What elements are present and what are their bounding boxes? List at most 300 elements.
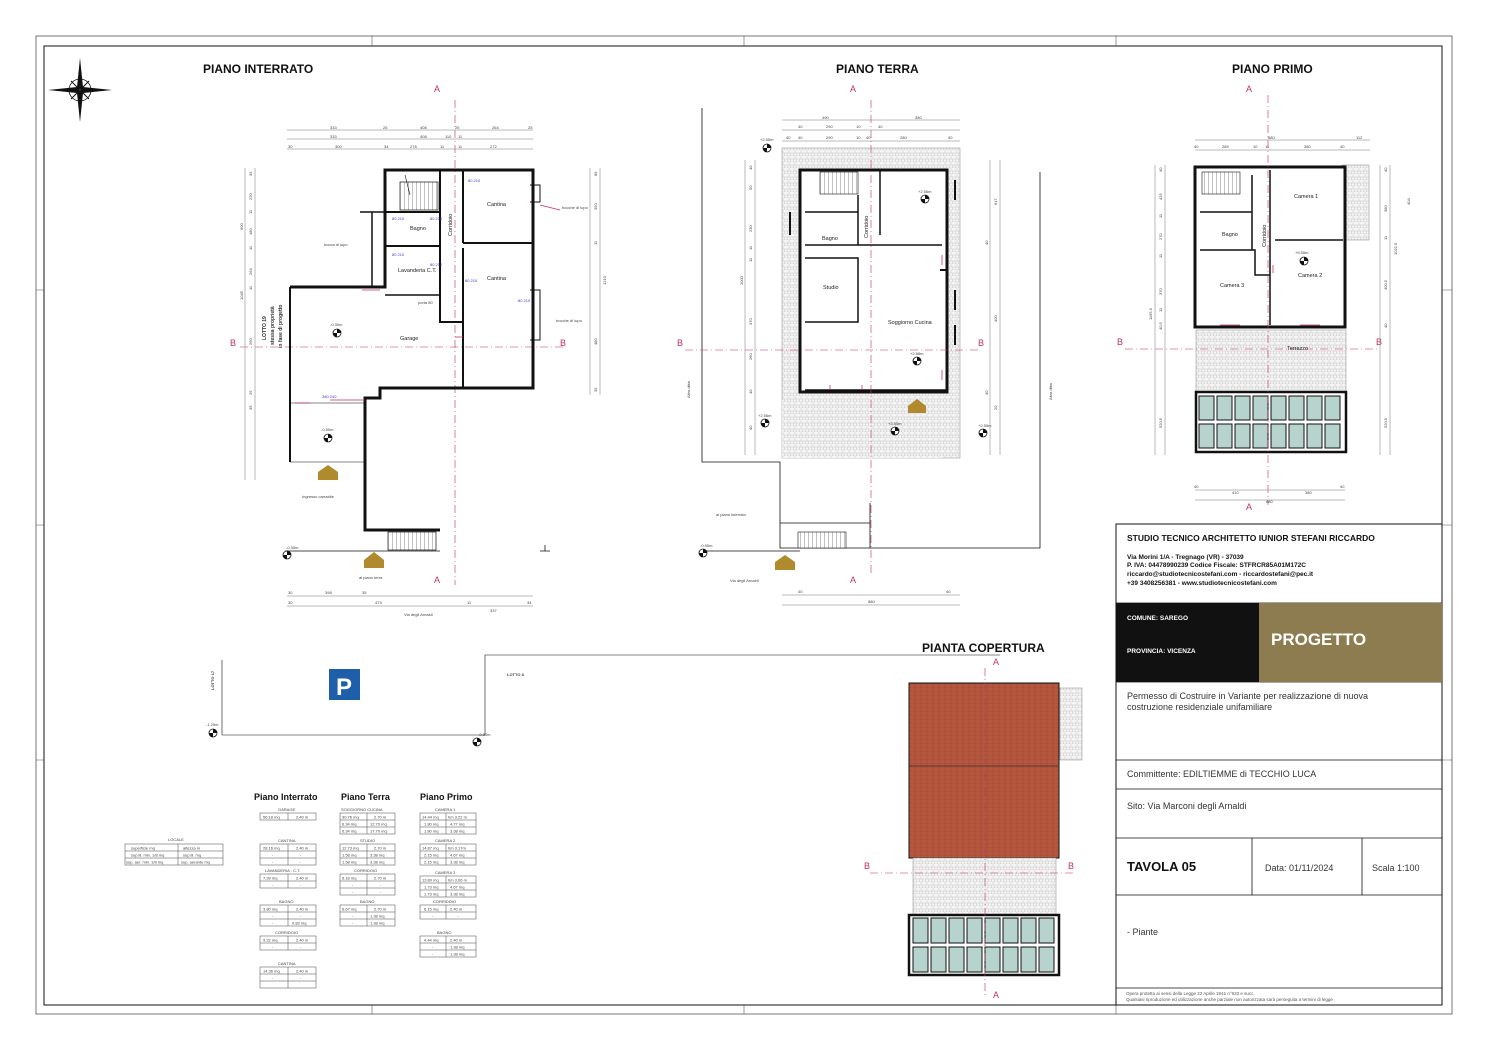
svg-text:230: 230 (748, 225, 753, 232)
svg-text:2.40 m: 2.40 m (296, 937, 309, 943)
stairs-arrow-icon (775, 555, 795, 570)
section-a-bottom: A (993, 990, 1000, 1000)
progetto-label: PROGETTO (1271, 630, 1367, 649)
svg-text:14.36 mq: 14.36 mq (263, 968, 280, 974)
svg-text:80 210: 80 210 (468, 178, 481, 183)
svg-text:1.58 mq: 1.58 mq (342, 852, 357, 858)
svg-text:40: 40 (1383, 323, 1388, 328)
studio-address: Via Morini 1/A - Tregnago (VR) - 37039 (1127, 554, 1244, 561)
svg-text:20: 20 (993, 405, 998, 410)
svg-text:520.5: 520.5 (1383, 417, 1388, 428)
svg-text:40: 40 (1340, 484, 1345, 489)
svg-text:600: 600 (239, 223, 244, 230)
table-piano-terra (340, 792, 395, 926)
svg-text:35: 35 (362, 590, 367, 595)
svg-text:-: - (458, 913, 460, 919)
svg-text:-: - (300, 975, 302, 981)
svg-text:289: 289 (1222, 144, 1229, 149)
svg-text:1022.5: 1022.5 (1393, 242, 1398, 255)
note-lotto-19: LOTTO 19 (262, 316, 268, 340)
svg-text:-: - (272, 944, 274, 950)
svg-text:34: 34 (527, 600, 532, 605)
svg-text:35: 35 (248, 171, 253, 176)
svg-text:2.70 m: 2.70 m (374, 814, 387, 820)
committente: Committente: EDILTIEMME di TECCHIO LUCA (1127, 769, 1317, 779)
title-pianta-copertura: PIANTA COPERTURA (922, 641, 1045, 655)
svg-text:SOGGIORNO CUCINA: SOGGIORNO CUCINA (341, 807, 383, 812)
svg-text:LOCALE: LOCALE (168, 837, 184, 842)
svg-text:7.39 mq: 7.39 mq (263, 875, 278, 881)
svg-text:40: 40 (1194, 144, 1199, 149)
note-via-arnaldi-2: Via degli Arnaldi (730, 578, 759, 583)
svg-text:260: 260 (748, 353, 753, 360)
level-icon (921, 195, 929, 203)
svg-text:520.5: 520.5 (1158, 417, 1163, 428)
svg-text:-: - (300, 882, 302, 888)
svg-text:2.40 m: 2.40 m (296, 814, 309, 820)
svg-text:GARAGE: GARAGE (278, 807, 296, 812)
svg-text:-: - (272, 975, 274, 981)
svg-text:1.38 mq: 1.38 mq (370, 920, 385, 926)
svg-text:25: 25 (528, 125, 533, 130)
svg-text:11: 11 (458, 144, 463, 149)
room-camera-1: Camera 1 (1294, 194, 1319, 200)
svg-text:4.67 mq: 4.67 mq (450, 852, 465, 858)
svg-text:34: 34 (384, 144, 389, 149)
dims-bottom-primo (1194, 484, 1345, 504)
svg-text:350: 350 (593, 203, 598, 210)
svg-text:BAGNO: BAGNO (279, 899, 294, 904)
room-bagno: Bagno (822, 236, 838, 242)
level-icon (699, 549, 707, 557)
svg-text:4.77 mq: 4.77 mq (450, 821, 465, 827)
section-b-left: B (1117, 337, 1124, 347)
svg-text:380 240: 380 240 (322, 394, 337, 399)
level-label: +2.55m (760, 137, 774, 142)
svg-text:6.15 mq: 6.15 mq (424, 906, 439, 912)
note-altra-ditta-2: Altra ditta (1048, 383, 1053, 400)
svg-text:CAMERA 3: CAMERA 3 (435, 870, 456, 875)
section-b-left: B (677, 338, 684, 348)
svg-text:12.73 mq: 12.73 mq (342, 845, 359, 851)
section-b-right: B (978, 338, 985, 348)
description-line-1: Permesso di Costruire in Variante per realizzazione di nuova (1127, 691, 1368, 701)
svg-text:-: - (272, 882, 274, 888)
svg-text:40: 40 (866, 135, 871, 140)
comune-label: COMUNE: SAREGO (1127, 615, 1189, 622)
svg-text:40: 40 (984, 390, 989, 395)
scala-label: Scala 1:100 (1372, 863, 1420, 873)
svg-text:BAGNO: BAGNO (437, 930, 452, 935)
svg-text:-: - (272, 913, 274, 919)
svg-text:5.18 mq: 5.18 mq (342, 875, 357, 881)
svg-text:2.40 m: 2.40 m (296, 968, 309, 974)
svg-text:10: 10 (856, 135, 861, 140)
title-piano-terra: PIANO TERRA (836, 62, 919, 76)
svg-text:altezza m: altezza m (183, 845, 201, 851)
svg-text:-: - (272, 852, 274, 858)
svg-text:-: - (300, 944, 302, 950)
svg-text:490: 490 (822, 115, 829, 120)
svg-text:880: 880 (868, 599, 875, 604)
section-b-right: B (560, 338, 567, 348)
svg-text:hm 3.22 m: hm 3.22 m (448, 814, 467, 820)
svg-text:290: 290 (826, 135, 833, 140)
svg-text:110: 110 (445, 134, 452, 139)
svg-text:6.34 mq: 6.34 mq (342, 828, 357, 834)
svg-text:404: 404 (1406, 198, 1411, 205)
svg-text:2.70 m: 2.70 m (374, 875, 387, 881)
dims-left-interrato (239, 171, 253, 410)
svg-text:LAVANDERIA - C.T.: LAVANDERIA - C.T. (265, 868, 301, 873)
svg-text:617: 617 (993, 198, 998, 205)
svg-text:CANTINA: CANTINA (278, 838, 296, 843)
svg-text:11: 11 (1158, 213, 1163, 218)
svg-text:80 210: 80 210 (430, 216, 443, 221)
note-altra-ditta-1: Altra ditta (686, 381, 691, 398)
svg-text:290: 290 (826, 124, 833, 129)
svg-text:30: 30 (288, 590, 293, 595)
svg-text:2.15 mq: 2.15 mq (424, 859, 439, 865)
svg-text:264: 264 (248, 268, 253, 275)
svg-text:337: 337 (490, 608, 497, 613)
level-label: -0.30m (330, 322, 343, 327)
svg-text:11: 11 (1383, 235, 1388, 240)
svg-text:260: 260 (248, 338, 253, 345)
room-camera-2: Camera 2 (1298, 273, 1323, 279)
note-lotto-17: LOTTO 17 (210, 670, 215, 690)
title-block (1116, 524, 1442, 1005)
svg-text:3.38 mq: 3.38 mq (450, 859, 465, 865)
section-a-top: A (434, 84, 441, 94)
svg-text:sup. aer. min. 1/8 mq: sup. aer. min. 1/8 mq (126, 859, 164, 865)
svg-text:370: 370 (748, 318, 753, 325)
svg-text:1.38 mq: 1.38 mq (450, 951, 465, 957)
svg-text:CORRIDOIO: CORRIDOIO (433, 899, 457, 904)
level-icon (209, 729, 217, 737)
dims-right-terra (984, 198, 998, 410)
svg-text:-: - (272, 859, 274, 865)
svg-text:hm 3.06 m: hm 3.06 m (448, 877, 467, 883)
svg-text:80 210: 80 210 (392, 216, 405, 221)
svg-text:CORRIDOIO: CORRIDOIO (275, 930, 299, 935)
plan-piano-terra (677, 84, 1053, 605)
svg-text:2.70 m: 2.70 m (374, 845, 387, 851)
svg-text:2.40 m: 2.40 m (296, 906, 309, 912)
svg-text:270: 270 (1158, 233, 1163, 240)
svg-text:25: 25 (455, 125, 460, 130)
dims-left-primo (1148, 167, 1163, 428)
tavola-number: TAVOLA 05 (1127, 859, 1197, 874)
level-icon (763, 144, 771, 152)
svg-text:380: 380 (1304, 144, 1311, 149)
svg-text:300: 300 (335, 144, 342, 149)
svg-text:12.70 mq: 12.70 mq (370, 821, 387, 827)
level-icon (913, 357, 921, 365)
svg-text:13.80 mq: 13.80 mq (422, 877, 439, 883)
level-icon (891, 427, 899, 435)
outdoor-area (206, 655, 1000, 746)
svg-text:-: - (300, 913, 302, 919)
dims-top-terra (786, 115, 953, 140)
svg-text:400.5: 400.5 (1383, 279, 1388, 290)
svg-text:180: 180 (248, 228, 253, 235)
parking-letter: P (335, 674, 353, 701)
room-corridoio: Corridoio (448, 213, 454, 236)
room-terrazzo: Terrazzo (1287, 346, 1309, 352)
svg-text:2.40 m: 2.40 m (450, 906, 463, 912)
svg-text:40.5: 40.5 (1158, 322, 1163, 330)
room-lavanderia: Lavanderia C.T. (398, 268, 437, 274)
svg-text:333: 333 (330, 125, 337, 130)
svg-text:35: 35 (248, 405, 253, 410)
sito: Sito: Via Marconi degli Arnaldi (1127, 801, 1247, 811)
level-label: -1.20m (206, 722, 219, 727)
svg-text:278: 278 (410, 144, 417, 149)
svg-text:11: 11 (248, 285, 253, 290)
level-label: -0.55m (700, 543, 713, 548)
svg-text:3.38 mq: 3.38 mq (370, 852, 385, 858)
svg-text:1.58 mq: 1.58 mq (342, 859, 357, 865)
svg-text:380: 380 (915, 115, 922, 120)
svg-text:220: 220 (248, 193, 253, 200)
svg-text:CAMERA 1: CAMERA 1 (435, 807, 456, 812)
svg-text:400: 400 (993, 315, 998, 322)
svg-text:Piano Terra: Piano Terra (341, 792, 390, 802)
dims-left-terra (739, 165, 753, 430)
svg-text:85: 85 (593, 171, 598, 176)
section-b-right: B (1068, 861, 1075, 871)
dims-bottom-terra (798, 589, 951, 604)
level-label: +2.55m (888, 421, 902, 426)
svg-text:333: 333 (330, 134, 337, 139)
svg-text:408: 408 (420, 134, 427, 139)
svg-text:40: 40 (798, 135, 803, 140)
section-a-bottom: A (434, 575, 441, 585)
note-al-piano-terra: al piano terra (359, 575, 383, 580)
svg-text:6.67 mq: 6.67 mq (342, 906, 357, 912)
svg-text:11: 11 (248, 209, 253, 214)
svg-text:sup. aerante mq: sup. aerante mq (181, 859, 210, 865)
level-icon (979, 429, 987, 437)
svg-text:280: 280 (900, 135, 907, 140)
svg-text:hm 3.17m: hm 3.17m (448, 845, 466, 851)
svg-text:30: 30 (288, 600, 293, 605)
svg-text:3.80 mq: 3.80 mq (263, 906, 278, 912)
stairs-arrow-icon (364, 552, 384, 568)
note-in-fase-progetto: in fase di progetto (278, 304, 284, 348)
section-b-left: B (230, 338, 237, 348)
footer-copyright-1: Opera protetta ai sensi della Legge 22 Aprile 1941 n°633 e succ. (1126, 991, 1255, 996)
svg-text:1.73 mq: 1.73 mq (424, 891, 439, 897)
section-a-top: A (1246, 84, 1253, 94)
svg-text:380: 380 (1383, 205, 1388, 212)
svg-text:4.44 mq: 4.44 mq (424, 937, 439, 943)
svg-text:-: - (352, 920, 354, 926)
svg-text:11: 11 (458, 134, 463, 139)
svg-text:STUDIO: STUDIO (360, 838, 376, 843)
svg-text:6.34 mq: 6.34 mq (342, 821, 357, 827)
svg-text:1.80 mq: 1.80 mq (424, 821, 439, 827)
svg-text:11: 11 (748, 257, 753, 262)
level-label: -0.30m (286, 545, 299, 550)
svg-text:2.40 m: 2.40 m (296, 875, 309, 881)
svg-text:30.76 mq: 30.76 mq (342, 814, 359, 820)
note-stessa-proprieta: stessa proprietà (270, 306, 276, 345)
svg-text:50: 50 (748, 185, 753, 190)
table-piano-primo (420, 792, 476, 957)
svg-text:272: 272 (490, 144, 497, 149)
legend-table (125, 837, 223, 865)
svg-text:11: 11 (440, 144, 445, 149)
svg-text:80 210: 80 210 (392, 252, 405, 257)
svg-text:112: 112 (1356, 135, 1363, 140)
svg-text:CANTINA: CANTINA (278, 961, 296, 966)
svg-text:11: 11 (248, 245, 253, 250)
north-arrow-icon (48, 58, 112, 122)
section-a-top: A (850, 84, 857, 94)
svg-text:25: 25 (248, 390, 253, 395)
dims-top-primo (1194, 135, 1363, 149)
svg-text:398: 398 (325, 590, 332, 595)
svg-text:480: 480 (593, 338, 598, 345)
svg-text:14.44 mq: 14.44 mq (422, 814, 439, 820)
section-a-top: A (993, 657, 1000, 667)
svg-text:1045: 1045 (239, 291, 244, 300)
svg-text:2.70 m: 2.70 m (374, 906, 387, 912)
table-piano-interrato (254, 792, 318, 988)
level-icon (761, 419, 769, 427)
room-bagno: Bagno (1222, 232, 1238, 238)
svg-text:1165.5: 1165.5 (1148, 308, 1153, 320)
footer-copyright-2: Qualsiasi riproduzione ed utilizzazione anche parziale non autorizzata sarà perseguita a termini di legge (1126, 997, 1333, 1002)
svg-text:30: 30 (288, 144, 293, 149)
svg-text:1.38 mq: 1.38 mq (370, 913, 385, 919)
svg-text:-: - (432, 944, 434, 950)
svg-text:3.38 mq: 3.38 mq (370, 859, 385, 865)
svg-text:-: - (300, 852, 302, 858)
description-line-2: costruzione residenziale unifamiliare (1127, 702, 1273, 712)
title-piano-primo: PIANO PRIMO (1232, 62, 1313, 76)
svg-text:1210: 1210 (602, 276, 607, 285)
svg-text:2.40 m: 2.40 m (296, 845, 309, 851)
level-icon (333, 329, 341, 337)
svg-text:sup.ill. min. 1/8 mq: sup.ill. min. 1/8 mq (131, 852, 165, 858)
svg-text:80 210: 80 210 (465, 278, 478, 283)
svg-text:3.38 mq: 3.38 mq (450, 828, 465, 834)
svg-text:3.38 mq: 3.38 mq (450, 891, 465, 897)
room-cantina-1: Cantina (487, 202, 506, 208)
room-cantina-2: Cantina (487, 276, 506, 282)
level-label: +2.56m (758, 413, 772, 418)
note-bocca-3: bocche di lupo (556, 318, 582, 323)
svg-text:40: 40 (748, 425, 753, 430)
room-corridoio: Corridoio (1262, 224, 1268, 247)
plan-piano-interrato (230, 84, 607, 617)
svg-text:17.70 mq: 17.70 mq (370, 828, 387, 834)
entry-arrow-icon (318, 465, 338, 480)
note-bocca-2: bocca di lupo (324, 242, 348, 247)
svg-text:11: 11 (1265, 144, 1270, 149)
svg-text:425: 425 (1158, 193, 1163, 200)
svg-text:1.80 mq: 1.80 mq (424, 828, 439, 834)
svg-text:Piano Primo: Piano Primo (420, 792, 473, 802)
section-b-right: B (1376, 337, 1383, 347)
svg-text:0.83 mq: 0.83 mq (292, 920, 307, 926)
level-label: +2.55m (978, 423, 992, 428)
room-camera-3: Camera 3 (1220, 283, 1245, 289)
svg-text:11: 11 (748, 245, 753, 250)
room-bagno: Bagno (410, 226, 426, 232)
svg-text:880: 880 (1268, 135, 1275, 140)
svg-text:14.87 mq: 14.87 mq (422, 845, 439, 851)
svg-text:-: - (272, 920, 274, 926)
room-garage: Garage (400, 336, 419, 342)
section-a-bottom: A (1246, 502, 1253, 512)
svg-text:1000: 1000 (739, 276, 744, 285)
dims-right-primo (1383, 167, 1411, 428)
section-b-left: B (864, 861, 871, 871)
level-label: +2.58m (910, 351, 924, 356)
section-a-bottom: A (850, 575, 857, 585)
note-al-piano-interrato: al piano interrato (716, 512, 746, 517)
svg-text:410: 410 (1232, 490, 1239, 495)
studio-phone: +39 3408256381 - www.studiotecnicostefani.com (1127, 580, 1277, 587)
studio-name: STUDIO TECNICO ARCHITETTO IUNIOR STEFANI RICCARDO (1127, 533, 1375, 543)
plan-piano-primo (1117, 84, 1411, 512)
svg-text:1.38 mq: 1.38 mq (450, 944, 465, 950)
svg-text:-: - (300, 859, 302, 865)
svg-text:1.73 mq: 1.73 mq (424, 884, 439, 890)
svg-text:40: 40 (1158, 167, 1163, 172)
provincia-label: PROVINCIA: VICENZA (1127, 648, 1196, 655)
svg-text:28.16 mq: 28.16 mq (263, 845, 280, 851)
data-label: Data: 01/11/2024 (1265, 863, 1334, 873)
svg-text:10: 10 (1253, 144, 1258, 149)
svg-text:Piano Interrato: Piano Interrato (254, 792, 318, 802)
svg-text:40: 40 (946, 589, 951, 594)
title-piano-interrato: PIANO INTERRATO (203, 62, 314, 76)
svg-text:-: - (352, 913, 354, 919)
dims-top-interrato (288, 125, 533, 149)
svg-text:superficie mq: superficie mq (131, 845, 155, 851)
svg-text:-: - (352, 889, 354, 895)
room-studio: Studio (823, 285, 839, 291)
svg-text:sup.ill. mq: sup.ill. mq (183, 852, 202, 858)
note-ingresso-carrabile: Ingresso carrabile (302, 494, 334, 499)
svg-text:370: 370 (1158, 288, 1163, 295)
level-label: -0.80m (478, 732, 491, 737)
note-lotto-8: LOTTO 8 (507, 672, 524, 677)
dims-bottom-interrato (288, 590, 532, 613)
studio-email: riccardo@studiotecnicostefani.com - riccardostefani@pec.it (1127, 571, 1314, 578)
svg-text:40: 40 (984, 240, 989, 245)
svg-text:-: - (380, 882, 382, 888)
level-icon (283, 551, 291, 559)
svg-text:408: 408 (420, 125, 427, 130)
svg-text:40: 40 (878, 124, 883, 129)
level-icon (473, 738, 481, 746)
svg-text:40: 40 (1383, 167, 1388, 172)
note-bocca-1: bocche di lupo (562, 205, 588, 210)
level-label: -0.50m (321, 427, 334, 432)
svg-text:-: - (352, 882, 354, 888)
level-icon (1300, 257, 1308, 265)
svg-text:-: - (380, 889, 382, 895)
note-porta: porta 80 (418, 300, 433, 305)
svg-text:10: 10 (856, 124, 861, 129)
svg-text:-: - (432, 913, 434, 919)
